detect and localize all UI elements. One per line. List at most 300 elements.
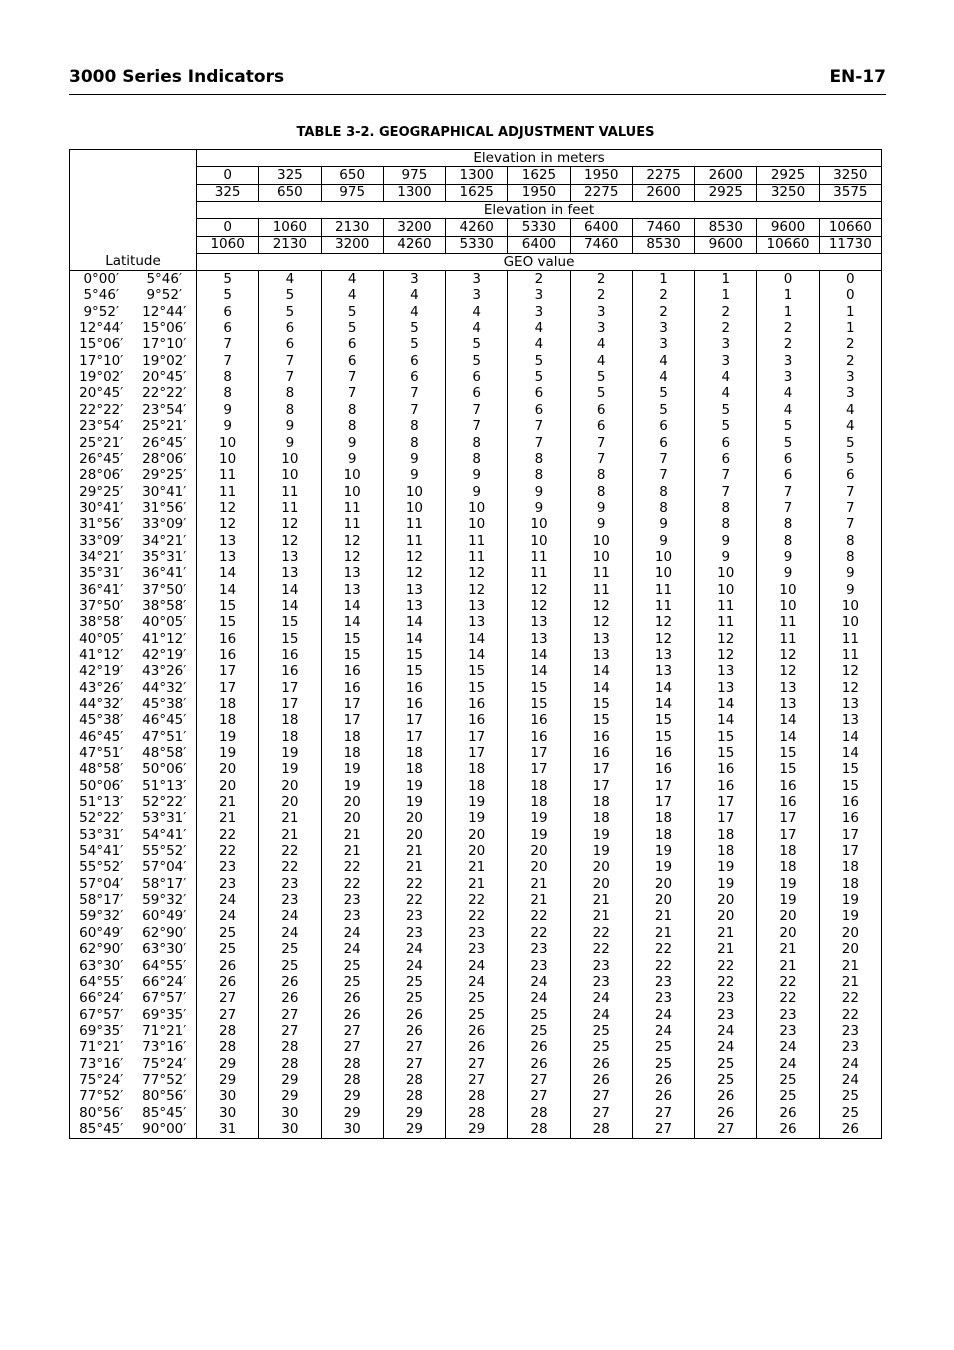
geo-value-cell: 3 — [819, 369, 881, 385]
geo-value-cell: 24 — [197, 892, 259, 908]
geo-value-cell: 21 — [446, 860, 508, 876]
geo-value-cell: 23 — [508, 942, 570, 958]
geo-value-cell: 24 — [508, 991, 570, 1007]
geo-value-cell: 11 — [197, 468, 259, 484]
geo-value-cell: 20 — [819, 942, 881, 958]
table-row — [70, 925, 882, 941]
geo-value-cell: 6 — [508, 386, 570, 402]
geo-value-label: GEO value — [197, 254, 882, 271]
geo-value-cell: 8 — [446, 435, 508, 451]
latitude-to-cell: 31°56′ — [133, 500, 197, 516]
geo-value-cell: 4 — [383, 304, 445, 320]
feet-from-cell: 6400 — [570, 219, 632, 236]
geo-value-cell: 24 — [695, 1040, 757, 1056]
geo-value-cell: 2 — [695, 304, 757, 320]
geo-value-cell: 1 — [695, 288, 757, 304]
latitude-to-cell: 46°45′ — [133, 713, 197, 729]
geo-value-cell: 8 — [197, 369, 259, 385]
geo-value-cell: 7 — [757, 500, 819, 516]
table-row — [70, 974, 882, 990]
geo-value-cell: 9 — [819, 582, 881, 598]
latitude-from-cell: 44°32′ — [70, 696, 133, 712]
geo-value-cell: 0 — [819, 271, 881, 288]
geo-value-cell: 12 — [632, 631, 694, 647]
geo-value-cell: 26 — [446, 1023, 508, 1039]
meters-to-cell: 2275 — [570, 184, 632, 201]
geo-value-cell: 24 — [446, 974, 508, 990]
table-header — [70, 150, 882, 271]
geo-value-cell: 13 — [508, 615, 570, 631]
latitude-from-cell: 47°51′ — [70, 745, 133, 761]
geo-value-cell: 29 — [259, 1089, 321, 1105]
geo-value-cell: 10 — [819, 615, 881, 631]
geo-value-cell: 16 — [383, 680, 445, 696]
feet-from-cell: 10660 — [819, 219, 881, 236]
geo-value-cell: 16 — [321, 680, 383, 696]
geo-value-cell: 28 — [259, 1056, 321, 1072]
geo-value-cell: 12 — [446, 566, 508, 582]
geo-value-cell: 6 — [197, 320, 259, 336]
meters-to-cell: 1300 — [383, 184, 445, 201]
geo-value-cell: 11 — [508, 566, 570, 582]
table-row — [70, 794, 882, 810]
geo-value-cell: 29 — [197, 1072, 259, 1088]
geo-value-cell: 18 — [819, 876, 881, 892]
geo-value-cell: 12 — [259, 517, 321, 533]
geo-value-cell: 9 — [259, 435, 321, 451]
geo-value-cell: 26 — [321, 991, 383, 1007]
geo-value-cell: 10 — [570, 533, 632, 549]
geo-value-cell: 18 — [757, 843, 819, 859]
geo-value-cell: 11 — [259, 500, 321, 516]
geo-value-cell: 11 — [197, 484, 259, 500]
geo-value-cell: 27 — [632, 1105, 694, 1121]
geo-value-cell: 5 — [757, 419, 819, 435]
geo-value-cell: 16 — [757, 794, 819, 810]
geo-value-cell: 7 — [197, 353, 259, 369]
geo-value-cell: 10 — [632, 566, 694, 582]
geo-value-cell: 15 — [570, 713, 632, 729]
latitude-from-cell: 15°06′ — [70, 337, 133, 353]
geo-value-cell: 17 — [383, 713, 445, 729]
geo-value-cell: 8 — [259, 402, 321, 418]
geo-value-cell: 18 — [570, 811, 632, 827]
geo-value-cell: 19 — [819, 909, 881, 925]
geo-value-cell: 19 — [446, 811, 508, 827]
geo-value-cell: 5 — [446, 337, 508, 353]
table-row — [70, 1056, 882, 1072]
geo-value-cell: 12 — [632, 615, 694, 631]
geo-value-cell: 11 — [383, 533, 445, 549]
geo-value-cell: 20 — [632, 876, 694, 892]
table-row — [70, 1023, 882, 1039]
feet-from-cell: 7460 — [632, 219, 694, 236]
geo-value-cell: 18 — [695, 843, 757, 859]
meters-to-cell: 3575 — [819, 184, 881, 201]
geo-value-cell: 10 — [321, 468, 383, 484]
geo-value-cell: 20 — [757, 909, 819, 925]
page-number: EN-17 — [829, 67, 886, 87]
geo-value-cell: 13 — [197, 533, 259, 549]
geo-value-cell: 15 — [508, 696, 570, 712]
latitude-to-cell: 53°31′ — [133, 811, 197, 827]
latitude-from-cell: 30°41′ — [70, 500, 133, 516]
latitude-to-cell: 25°21′ — [133, 419, 197, 435]
latitude-to-cell: 15°06′ — [133, 320, 197, 336]
geo-value-cell: 10 — [446, 517, 508, 533]
latitude-to-cell: 41°12′ — [133, 631, 197, 647]
geo-value-cell: 18 — [259, 729, 321, 745]
geo-value-cell: 15 — [197, 615, 259, 631]
geo-value-cell: 10 — [383, 500, 445, 516]
geo-value-cell: 27 — [570, 1105, 632, 1121]
geo-value-cell: 24 — [819, 1072, 881, 1088]
geo-value-cell: 21 — [632, 925, 694, 941]
geo-value-cell: 12 — [321, 549, 383, 565]
geo-value-cell: 15 — [695, 729, 757, 745]
latitude-from-cell: 23°54′ — [70, 419, 133, 435]
geo-value-cell: 15 — [695, 745, 757, 761]
geo-value-cell: 22 — [383, 892, 445, 908]
latitude-from-cell: 41°12′ — [70, 647, 133, 663]
table-row — [70, 402, 882, 418]
geo-value-cell: 15 — [321, 647, 383, 663]
geo-value-cell: 12 — [819, 680, 881, 696]
geo-value-cell: 2 — [695, 320, 757, 336]
feet-to-cell: 3200 — [321, 236, 383, 253]
geo-value-cell: 23 — [757, 1023, 819, 1039]
geo-value-cell: 13 — [757, 680, 819, 696]
geo-value-cell: 23 — [259, 892, 321, 908]
geo-value-cell: 12 — [508, 598, 570, 614]
table-body — [70, 271, 882, 1138]
geo-value-cell: 28 — [197, 1040, 259, 1056]
geo-value-cell: 12 — [757, 664, 819, 680]
feet-from-cell: 4260 — [446, 219, 508, 236]
geo-value-cell: 7 — [819, 484, 881, 500]
latitude-from-cell: 5°46′ — [70, 288, 133, 304]
header-blank-cell — [70, 150, 197, 254]
geo-value-cell: 5 — [321, 320, 383, 336]
geo-value-cell: 18 — [383, 762, 445, 778]
label-row — [70, 254, 882, 271]
latitude-from-cell: 20°45′ — [70, 386, 133, 402]
geo-value-cell: 19 — [197, 745, 259, 761]
geo-value-cell: 22 — [446, 909, 508, 925]
latitude-from-cell: 63°30′ — [70, 958, 133, 974]
geo-value-cell: 12 — [383, 566, 445, 582]
geo-value-cell: 20 — [819, 925, 881, 941]
geo-value-cell: 11 — [819, 647, 881, 663]
table-row — [70, 435, 882, 451]
geo-value-cell: 6 — [695, 451, 757, 467]
geo-value-cell: 22 — [508, 925, 570, 941]
geo-value-cell: 8 — [632, 500, 694, 516]
geo-value-cell: 8 — [197, 386, 259, 402]
geo-value-cell: 3 — [446, 271, 508, 288]
geo-value-cell: 5 — [197, 271, 259, 288]
geo-value-cell: 22 — [757, 991, 819, 1007]
geo-value-cell: 4 — [508, 337, 570, 353]
geo-value-cell: 4 — [570, 337, 632, 353]
feet-to-cell: 7460 — [570, 236, 632, 253]
geo-value-cell: 9 — [321, 435, 383, 451]
geo-value-cell: 3 — [819, 386, 881, 402]
table-row — [70, 713, 882, 729]
geo-value-cell: 17 — [446, 745, 508, 761]
geo-value-cell: 17 — [508, 745, 570, 761]
geo-value-cell: 6 — [383, 353, 445, 369]
geo-value-cell: 21 — [570, 909, 632, 925]
table-row — [70, 271, 882, 288]
table-row — [70, 369, 882, 385]
meters-from-cell: 1300 — [446, 167, 508, 184]
geo-value-cell: 14 — [570, 680, 632, 696]
geo-value-cell: 6 — [321, 353, 383, 369]
geo-value-cell: 9 — [757, 549, 819, 565]
latitude-to-cell: 34°21′ — [133, 533, 197, 549]
geo-value-cell: 11 — [446, 533, 508, 549]
geo-value-cell: 19 — [570, 827, 632, 843]
latitude-to-cell: 75°24′ — [133, 1056, 197, 1072]
geo-value-cell: 22 — [632, 942, 694, 958]
geo-value-cell: 20 — [197, 762, 259, 778]
geo-value-cell: 21 — [819, 974, 881, 990]
geo-value-cell: 17 — [570, 778, 632, 794]
table-row — [70, 729, 882, 745]
geo-value-cell: 22 — [259, 860, 321, 876]
geo-value-cell: 18 — [321, 729, 383, 745]
table-row — [70, 337, 882, 353]
geo-value-cell: 13 — [819, 713, 881, 729]
latitude-from-cell: 66°24′ — [70, 991, 133, 1007]
geo-value-cell: 22 — [632, 958, 694, 974]
geo-value-cell: 28 — [383, 1072, 445, 1088]
geo-value-cell: 16 — [819, 794, 881, 810]
geo-value-cell: 17 — [757, 827, 819, 843]
geo-value-cell: 16 — [446, 696, 508, 712]
geo-value-cell: 27 — [446, 1072, 508, 1088]
geo-value-cell: 12 — [508, 582, 570, 598]
geo-value-cell: 22 — [508, 909, 570, 925]
geo-value-cell: 21 — [508, 892, 570, 908]
geo-value-cell: 10 — [259, 468, 321, 484]
latitude-from-cell: 69°35′ — [70, 1023, 133, 1039]
geo-value-cell: 17 — [695, 794, 757, 810]
geo-value-cell: 23 — [383, 909, 445, 925]
geo-value-cell: 29 — [383, 1121, 445, 1138]
geo-value-cell: 9 — [259, 419, 321, 435]
geo-value-cell: 14 — [695, 713, 757, 729]
table-row — [70, 517, 882, 533]
geo-value-cell: 27 — [197, 1007, 259, 1023]
geo-value-cell: 12 — [570, 615, 632, 631]
document-title: 3000 Series Indicators — [69, 67, 285, 87]
latitude-from-cell: 0°00′ — [70, 271, 133, 288]
geo-value-cell: 15 — [632, 729, 694, 745]
geo-value-cell: 19 — [321, 778, 383, 794]
geo-value-cell: 14 — [197, 582, 259, 598]
table-row — [70, 353, 882, 369]
geo-value-cell: 7 — [321, 386, 383, 402]
latitude-to-cell: 69°35′ — [133, 1007, 197, 1023]
geo-value-cell: 25 — [695, 1072, 757, 1088]
geo-value-cell: 9 — [508, 500, 570, 516]
geo-value-cell: 12 — [695, 631, 757, 647]
geo-value-cell: 13 — [570, 647, 632, 663]
geo-value-cell: 29 — [321, 1089, 383, 1105]
latitude-from-cell: 19°02′ — [70, 369, 133, 385]
geo-value-cell: 23 — [695, 1007, 757, 1023]
geo-value-cell: 25 — [570, 1040, 632, 1056]
geo-value-cell: 12 — [321, 533, 383, 549]
table-row — [70, 386, 882, 402]
geo-value-cell: 13 — [632, 664, 694, 680]
geo-value-cell: 20 — [757, 925, 819, 941]
geo-value-cell: 25 — [757, 1072, 819, 1088]
geo-value-cell: 22 — [570, 925, 632, 941]
geo-value-cell: 9 — [383, 468, 445, 484]
geo-value-cell: 16 — [757, 778, 819, 794]
geo-value-cell: 25 — [570, 1023, 632, 1039]
geo-value-cell: 16 — [197, 631, 259, 647]
geo-value-cell: 20 — [695, 892, 757, 908]
geo-value-cell: 10 — [259, 451, 321, 467]
geo-value-cell: 14 — [508, 664, 570, 680]
feet-to-cell: 1060 — [197, 236, 259, 253]
geo-value-cell: 14 — [383, 631, 445, 647]
geo-value-cell: 6 — [197, 304, 259, 320]
table-row — [70, 500, 882, 516]
geo-value-cell: 10 — [819, 598, 881, 614]
geo-value-cell: 4 — [632, 353, 694, 369]
geo-value-cell: 6 — [632, 419, 694, 435]
latitude-from-cell: 48°58′ — [70, 762, 133, 778]
meters-from-cell: 325 — [259, 167, 321, 184]
geo-value-cell: 5 — [570, 386, 632, 402]
latitude-to-cell: 5°46′ — [133, 271, 197, 288]
geo-value-cell: 5 — [632, 386, 694, 402]
geo-value-cell: 16 — [259, 664, 321, 680]
geo-value-cell: 5 — [695, 402, 757, 418]
geo-value-cell: 11 — [695, 598, 757, 614]
geo-value-cell: 24 — [383, 942, 445, 958]
geo-value-cell: 26 — [757, 1105, 819, 1121]
geo-value-cell: 5 — [508, 369, 570, 385]
geo-value-cell: 17 — [632, 778, 694, 794]
geo-value-cell: 21 — [321, 843, 383, 859]
geo-value-cell: 20 — [321, 794, 383, 810]
geo-value-cell: 19 — [259, 745, 321, 761]
geo-value-cell: 5 — [197, 288, 259, 304]
geo-value-cell: 23 — [632, 974, 694, 990]
geo-value-cell: 27 — [321, 1023, 383, 1039]
geo-value-cell: 19 — [632, 843, 694, 859]
geo-value-cell: 16 — [570, 729, 632, 745]
geo-value-cell: 25 — [819, 1105, 881, 1121]
geo-value-cell: 21 — [321, 827, 383, 843]
geo-value-cell: 18 — [508, 778, 570, 794]
meters-from-cell: 2275 — [632, 167, 694, 184]
latitude-to-cell: 19°02′ — [133, 353, 197, 369]
geo-value-cell: 26 — [570, 1056, 632, 1072]
geo-value-cell: 26 — [695, 1105, 757, 1121]
geo-value-cell: 4 — [757, 402, 819, 418]
geo-value-cell: 24 — [632, 1023, 694, 1039]
geo-value-cell: 30 — [197, 1089, 259, 1105]
geo-value-cell: 7 — [259, 369, 321, 385]
geo-value-cell: 24 — [259, 925, 321, 941]
geo-value-cell: 14 — [383, 615, 445, 631]
latitude-to-cell: 22°22′ — [133, 386, 197, 402]
geo-value-cell: 6 — [259, 337, 321, 353]
geo-value-cell: 19 — [632, 860, 694, 876]
geo-value-cell: 10 — [757, 582, 819, 598]
latitude-to-cell: 26°45′ — [133, 435, 197, 451]
geo-value-cell: 10 — [757, 598, 819, 614]
geo-value-cell: 20 — [446, 843, 508, 859]
geo-value-cell: 3 — [570, 320, 632, 336]
geo-value-cell: 3 — [695, 337, 757, 353]
geo-value-cell: 13 — [446, 598, 508, 614]
geo-value-cell: 11 — [695, 615, 757, 631]
geo-value-cell: 17 — [819, 827, 881, 843]
latitude-from-cell: 38°58′ — [70, 615, 133, 631]
latitude-from-cell: 58°17′ — [70, 892, 133, 908]
geo-value-cell: 24 — [508, 974, 570, 990]
table-row — [70, 549, 882, 565]
geo-value-cell: 15 — [197, 598, 259, 614]
geo-value-cell: 9 — [570, 517, 632, 533]
geo-value-cell: 9 — [321, 451, 383, 467]
latitude-to-cell: 58°17′ — [133, 876, 197, 892]
table-row — [70, 1105, 882, 1121]
geo-value-cell: 28 — [508, 1105, 570, 1121]
table-row — [70, 598, 882, 614]
geo-value-cell: 18 — [570, 794, 632, 810]
latitude-from-cell: 33°09′ — [70, 533, 133, 549]
geo-value-cell: 22 — [570, 942, 632, 958]
latitude-from-cell: 59°32′ — [70, 909, 133, 925]
geo-value-cell: 24 — [570, 1007, 632, 1023]
geo-value-cell: 21 — [695, 942, 757, 958]
geo-value-cell: 2 — [632, 304, 694, 320]
geo-value-cell: 19 — [321, 762, 383, 778]
geo-value-cell: 23 — [259, 876, 321, 892]
geo-value-cell: 2 — [819, 353, 881, 369]
feet-from-cell: 2130 — [321, 219, 383, 236]
meters-to-cell: 3250 — [757, 184, 819, 201]
geo-value-cell: 10 — [197, 435, 259, 451]
geo-value-cell: 6 — [446, 369, 508, 385]
geo-value-cell: 24 — [383, 958, 445, 974]
geo-value-cell: 15 — [259, 615, 321, 631]
latitude-to-cell: 28°06′ — [133, 451, 197, 467]
geo-value-cell: 19 — [819, 892, 881, 908]
geo-value-cell: 19 — [383, 778, 445, 794]
latitude-from-cell: 60°49′ — [70, 925, 133, 941]
geo-value-cell: 22 — [197, 827, 259, 843]
latitude-from-cell: 55°52′ — [70, 860, 133, 876]
geo-value-cell: 22 — [321, 876, 383, 892]
geo-value-cell: 7 — [570, 451, 632, 467]
latitude-to-cell: 54°41′ — [133, 827, 197, 843]
geo-value-cell: 14 — [446, 631, 508, 647]
table-row — [70, 991, 882, 1007]
geo-value-cell: 7 — [321, 369, 383, 385]
geo-value-cell: 6 — [259, 320, 321, 336]
geo-value-cell: 7 — [632, 451, 694, 467]
